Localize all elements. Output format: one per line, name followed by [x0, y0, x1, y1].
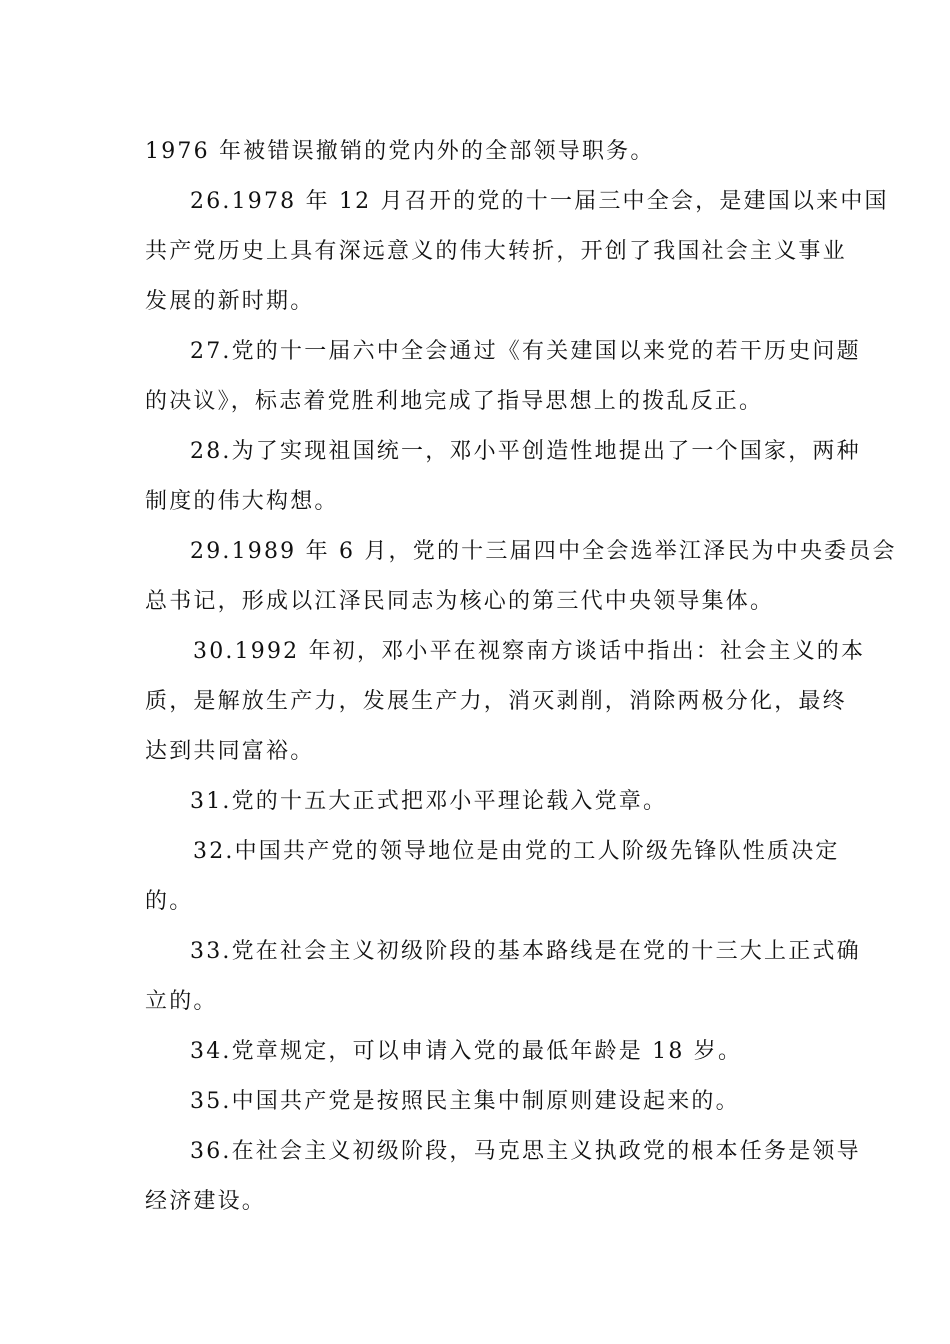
item-26-line-3: 发展的新时期。: [145, 289, 315, 314]
item-27-line-1: 27.党的十一届六中全会通过《有关建国以来党的若干历史问题: [190, 339, 861, 364]
item-29-line-2: 总书记，形成以江泽民同志为核心的第三代中央领导集体。: [145, 589, 775, 614]
item-36-line-2: 经济建设。: [145, 1189, 267, 1214]
item-36-line-1: 36.在社会主义初级阶段，马克思主义执政党的根本任务是领导: [190, 1139, 861, 1164]
item-33-line-2: 立的。: [145, 989, 218, 1014]
text-line-continuation: 1976 年被错误撤销的党内外的全部领导职务。: [145, 139, 655, 164]
item-32-line-1: 32.中国共产党的领导地位是由党的工人阶级先锋队性质决定: [193, 839, 840, 864]
item-27-line-2: 的决议》，标志着党胜利地完成了指导思想上的拨乱反正。: [145, 389, 764, 414]
item-29-line-1: 29.1989 年 6 月，党的十三届四中全会选举江泽民为中央委员会: [190, 539, 897, 564]
item-30-line-2: 质，是解放生产力，发展生产力，消灭剥削，消除两极分化，最终: [145, 689, 847, 714]
item-30-line-3: 达到共同富裕。: [145, 739, 315, 764]
item-31-line-1: 31.党的十五大正式把邓小平理论载入党章。: [190, 789, 668, 814]
item-33-line-1: 33.党在社会主义初级阶段的基本路线是在党的十三大上正式确: [190, 939, 861, 964]
item-28-line-2: 制度的伟大构想。: [145, 489, 339, 514]
item-30-line-1: 30.1992 年初，邓小平在视察南方谈话中指出：社会主义的本: [193, 639, 866, 664]
item-34-line-1: 34.党章规定，可以申请入党的最低年龄是 18 岁。: [190, 1039, 743, 1064]
item-26-line-2: 共产党历史上具有深远意义的伟大转折，开创了我国社会主义事业: [145, 239, 847, 264]
item-28-line-1: 28.为了实现祖国统一，邓小平创造性地提出了一个国家，两种: [190, 439, 861, 464]
item-35-line-1: 35.中国共产党是按照民主集中制原则建设起来的。: [190, 1089, 740, 1114]
item-26-line-1: 26.1978 年 12 月召开的党的十一届三中全会，是建国以来中国: [190, 189, 889, 214]
item-32-line-2: 的。: [145, 889, 194, 914]
